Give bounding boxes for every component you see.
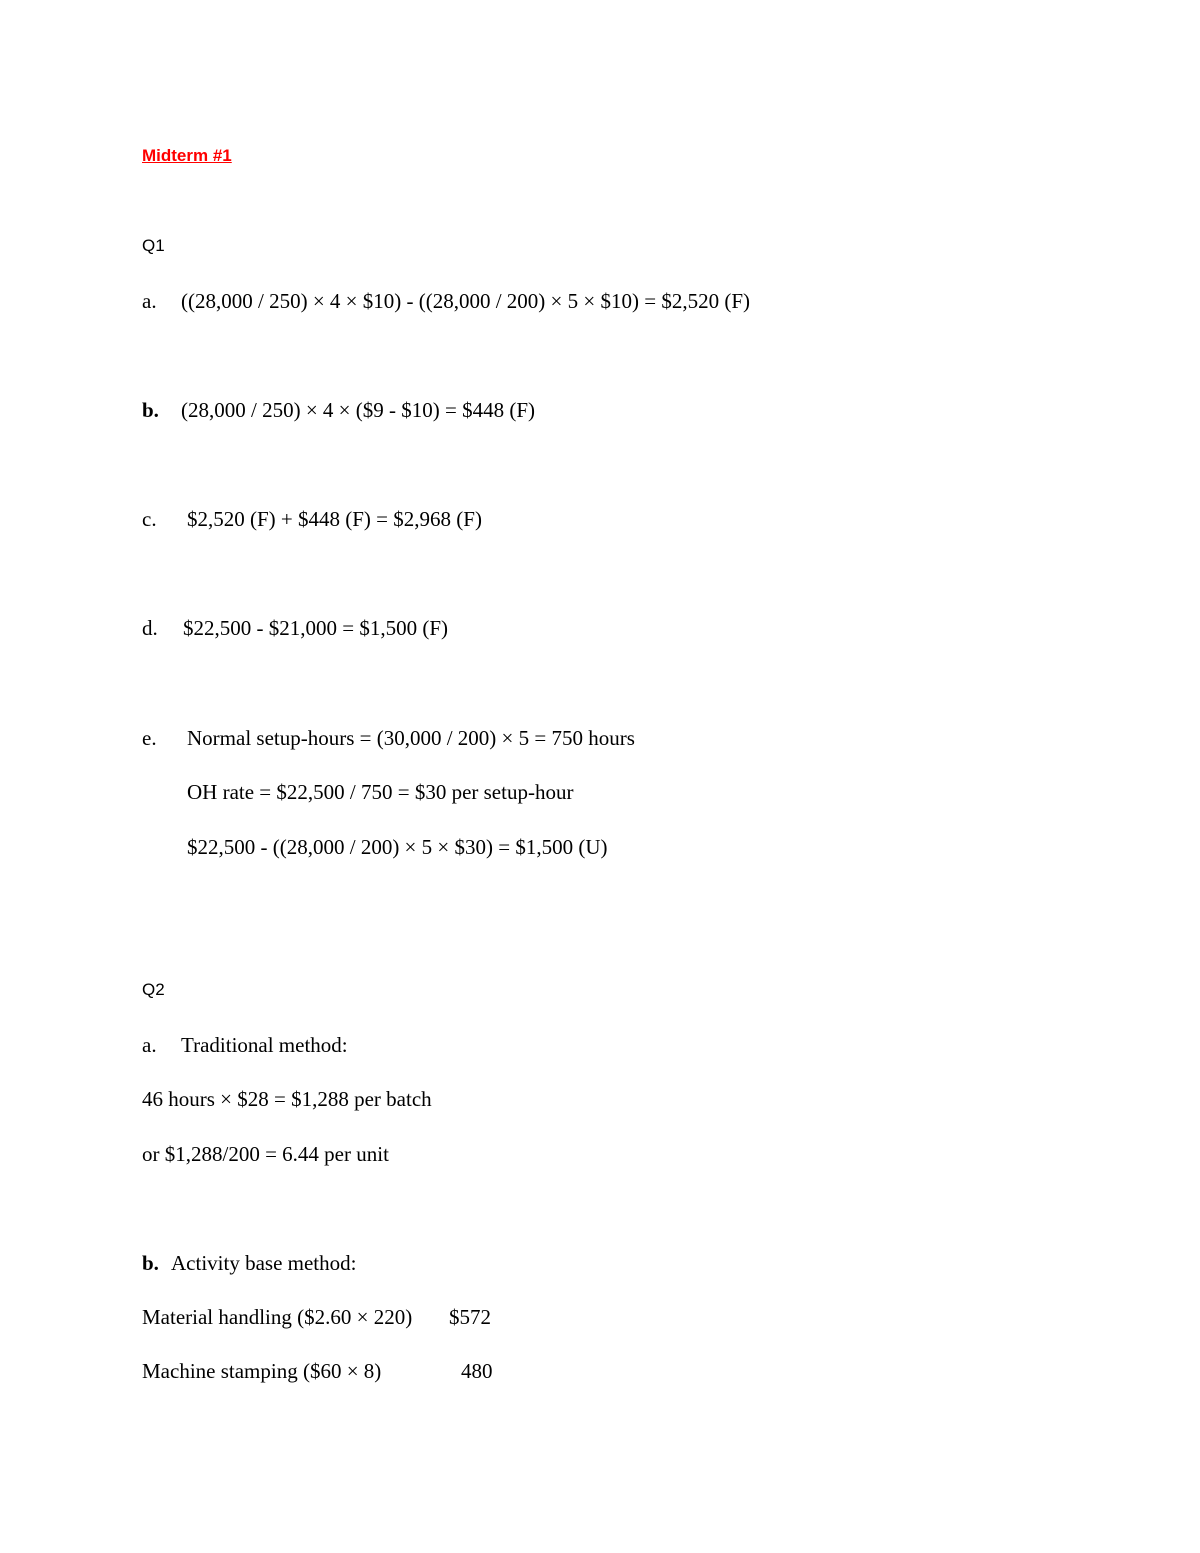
- page-title: Midterm #1: [142, 146, 232, 165]
- q1-d-label: d.: [142, 616, 158, 640]
- q1-e-line-1: Normal setup-hours = (30,000 / 200) × 5 = 750 hours: [187, 726, 635, 750]
- question-1-heading: Q1: [142, 236, 165, 255]
- q1-b-label: b.: [142, 398, 159, 422]
- q2-b-text: Activity base method:: [171, 1251, 357, 1275]
- cost-row-desc: Machine stamping ($60 × 8): [142, 1359, 382, 1383]
- q1-c-text: $2,520 (F) + $448 (F) = $2,968 (F): [187, 507, 482, 531]
- q2-b-label: b.: [142, 1251, 159, 1275]
- q1-a-text: ((28,000 / 250) × 4 × $10) - ((28,000 / 200) × 5 × $10) = $2,520 (F): [181, 289, 750, 313]
- cost-row-amount: $572: [449, 1305, 491, 1329]
- q1-d-text: $22,500 - $21,000 = $1,500 (F): [183, 616, 449, 640]
- question-2-heading: Q2: [142, 980, 165, 999]
- q1-e-label: e.: [142, 726, 157, 750]
- q1-a-label: a.: [142, 289, 157, 313]
- q1-e-line-3: $22,500 - ((28,000 / 200) × 5 × $30) = $1,500 (U): [187, 835, 608, 859]
- cost-row-desc: Material handling ($2.60 × 220): [142, 1305, 413, 1329]
- q1-b-text: (28,000 / 250) × 4 × ($9 - $10) = $448 (F): [181, 398, 535, 422]
- q2-a-line-1: 46 hours × $28 = $1,288 per batch: [142, 1087, 432, 1111]
- cost-row-amount: 480: [461, 1359, 493, 1383]
- q2-a-label: a.: [142, 1033, 157, 1057]
- q1-e-line-2: OH rate = $22,500 / 750 = $30 per setup-hour: [187, 780, 574, 804]
- q1-c-label: c.: [142, 507, 157, 531]
- q2-a-line-2: or $1,288/200 = 6.44 per unit: [142, 1142, 389, 1166]
- q2-a-text: Traditional method:: [181, 1033, 348, 1057]
